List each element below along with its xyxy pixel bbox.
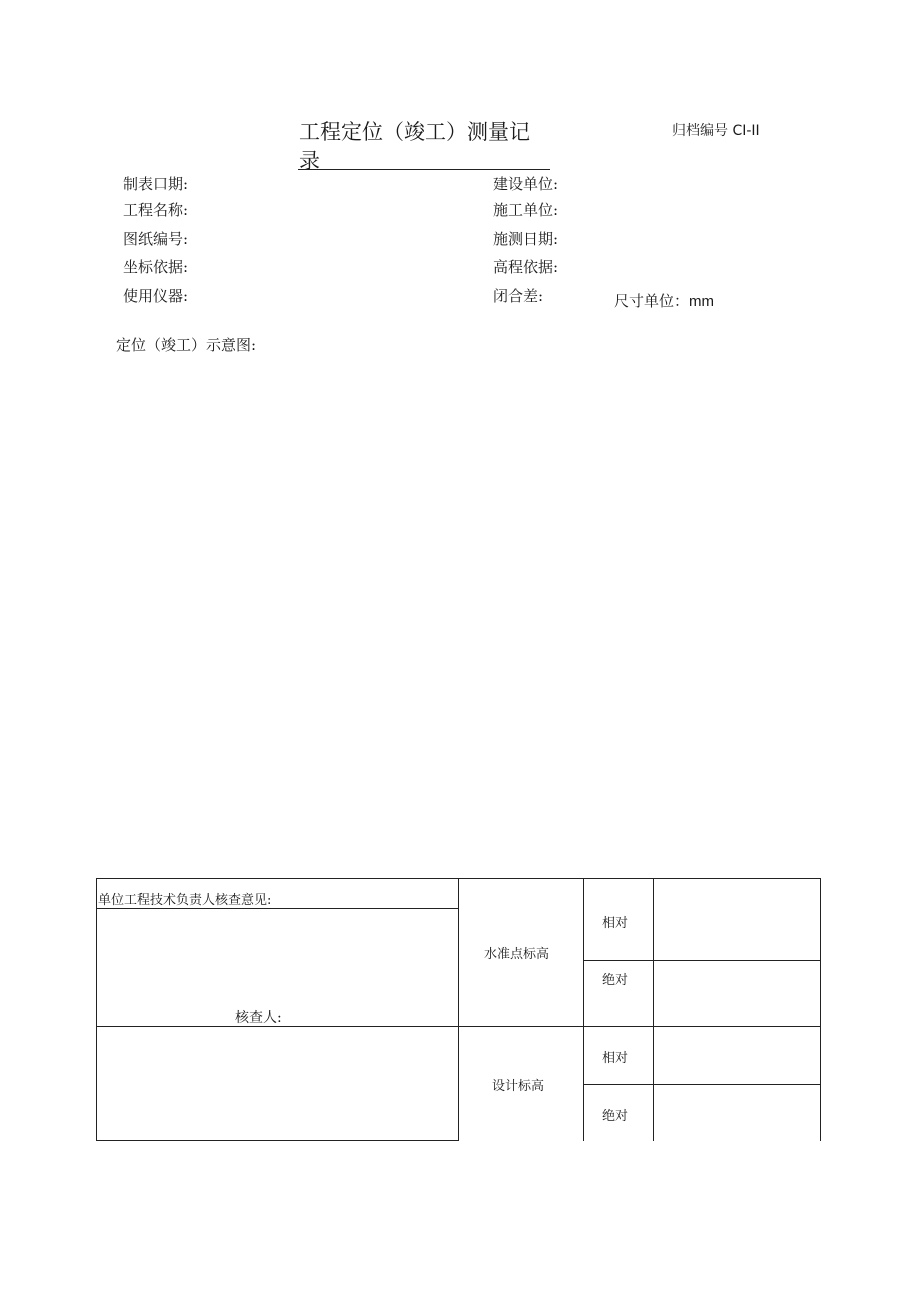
field-coordinate-basis: 坐标依据: xyxy=(123,258,189,276)
field-elevation-basis: 高程依据: xyxy=(493,258,559,276)
field-project-name: 工程名称: xyxy=(123,201,189,219)
table-rule-design-mid xyxy=(583,1084,821,1085)
archive-number: 归档编号 CI-II xyxy=(672,123,760,139)
field-closure-error: 闭合差: xyxy=(493,287,544,305)
reviewer-label: 核查人: xyxy=(235,1010,282,1026)
benchmark-absolute-label: 绝对 xyxy=(602,973,629,988)
field-client: 建设单位: xyxy=(493,175,559,193)
review-table xyxy=(96,878,821,1141)
field-drawing-no: 图纸编号: xyxy=(123,230,189,248)
table-header-rule xyxy=(96,908,459,909)
form-title-line1: 工程定位（竣工）测量记 xyxy=(299,120,530,144)
diagram-label: 定位（竣工）示意图: xyxy=(116,336,257,354)
table-col-divider-2 xyxy=(583,878,584,1141)
size-unit xyxy=(614,290,714,311)
table-border-left xyxy=(96,878,97,1141)
benchmark-elevation-label: 水准点标高 xyxy=(484,947,550,962)
title-underline xyxy=(298,169,550,170)
design-relative-label: 相对 xyxy=(602,1051,629,1066)
design-absolute-label: 绝对 xyxy=(602,1109,629,1124)
table-border-bottom xyxy=(96,1140,459,1141)
field-table-date: 制表口期: xyxy=(123,175,189,193)
form-title-line2: 录 xyxy=(299,149,320,173)
design-elevation-label: 设计标高 xyxy=(492,1079,545,1094)
benchmark-relative-label: 相对 xyxy=(602,916,629,931)
table-col-divider-3 xyxy=(653,878,654,1141)
review-header: 单位工程技术负责人核查意见: xyxy=(98,893,272,908)
size-unit-value: mm xyxy=(689,293,715,310)
table-rule-benchmark-mid xyxy=(583,960,821,961)
field-survey-date: 施测日期: xyxy=(493,230,559,248)
size-unit-label: 尺寸单位： xyxy=(614,292,690,310)
table-border-right xyxy=(820,878,821,1141)
field-instrument: 使用仪器: xyxy=(123,287,189,305)
field-contractor: 施工单位: xyxy=(493,201,559,219)
table-col-divider-1 xyxy=(458,878,459,1141)
